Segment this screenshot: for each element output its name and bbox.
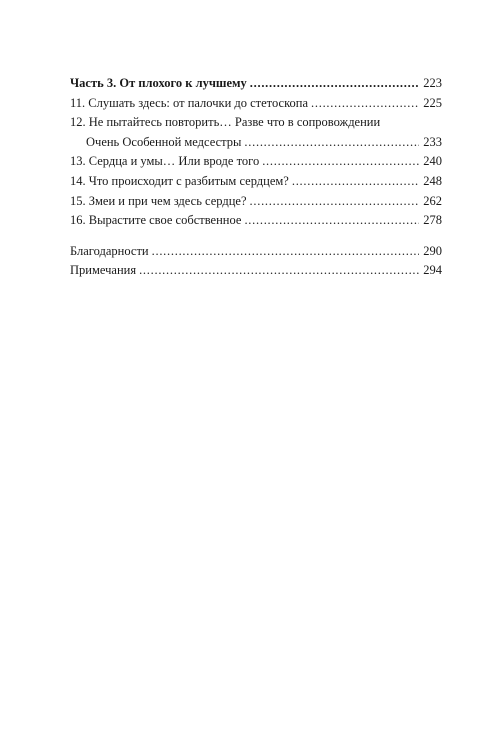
toc-entry-label: 15. Змеи и при чем здесь сердце? [70, 193, 247, 208]
leader-dots [152, 242, 420, 262]
leader-dots [244, 211, 419, 231]
leader-dots [311, 94, 419, 114]
toc-entry-label: Часть 3. От плохого к лучшему [70, 76, 247, 90]
toc-entry-label: Примечания [70, 263, 137, 278]
toc-entry-chapter-15[interactable] [70, 192, 442, 212]
toc-entry-page: 233 [423, 134, 442, 149]
toc-entry-label: Очень Особенной медсестры [86, 134, 242, 149]
toc-entry-page: 223 [423, 76, 442, 90]
toc-entry-label: 14. Что происходит с разбитым сердцем? [70, 173, 289, 188]
toc-entry-chapter-14[interactable] [70, 172, 442, 192]
table-of-contents [70, 74, 442, 281]
leader-dots [250, 192, 420, 212]
section-spacer [70, 231, 442, 242]
leader-dots [139, 261, 419, 281]
toc-entry-page: 278 [423, 213, 442, 228]
toc-entry-page: 294 [423, 263, 442, 278]
toc-entry-chapter-16[interactable] [70, 211, 442, 231]
toc-entry-acknowledgements[interactable] [70, 242, 442, 262]
toc-entry-part-3[interactable] [70, 74, 442, 94]
toc-entry-page: 290 [423, 243, 442, 258]
toc-entry-page: 240 [423, 154, 442, 169]
toc-entry-label: 13. Сердца и умы… Или вроде того [70, 154, 260, 169]
toc-entry-notes[interactable] [70, 261, 442, 281]
toc-entry-label: 12. Не пытайтесь повторить… Разве что в сопровождении [70, 115, 381, 130]
toc-entry-page: 225 [423, 95, 442, 110]
toc-entry-label: 16. Вырастите свое собственное [70, 213, 242, 228]
toc-entry-chapter-12-line-1[interactable] [70, 113, 442, 133]
leader-dots [262, 152, 419, 172]
toc-entry-label: Благодарности [70, 243, 149, 258]
toc-entry-page: 262 [423, 193, 442, 208]
toc-entry-chapter-11[interactable] [70, 94, 442, 114]
toc-entry-label: 11. Слушать здесь: от палочки до стетоскопа [70, 95, 309, 110]
leader-dots [292, 172, 419, 192]
toc-entry-chapter-12-line-2[interactable] [70, 133, 442, 153]
toc-entry-chapter-13[interactable] [70, 152, 442, 172]
toc-entry-page: 248 [423, 173, 442, 188]
leader-dots [250, 74, 419, 94]
leader-dots [244, 133, 419, 153]
